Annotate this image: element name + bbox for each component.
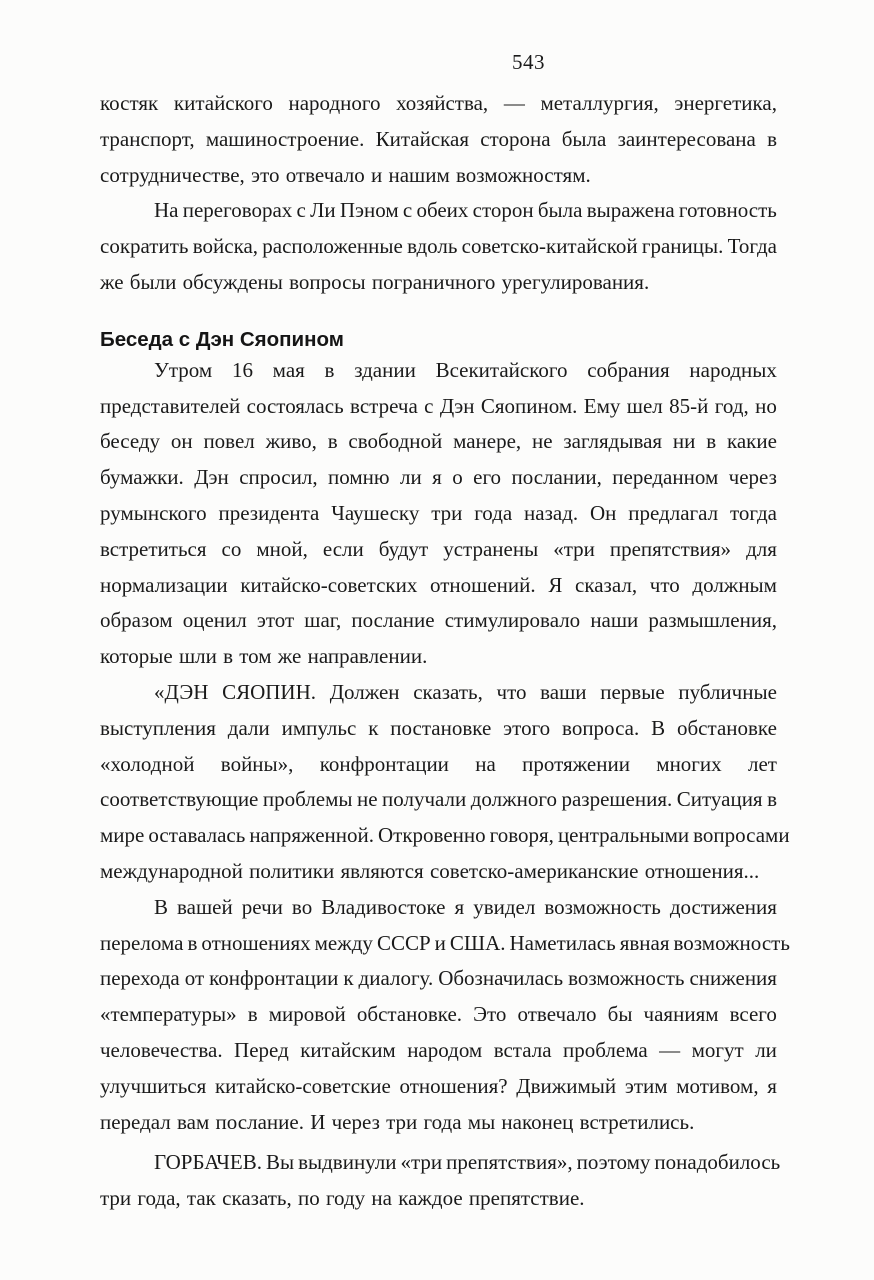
word: вдоль xyxy=(407,234,458,259)
word: обстановке xyxy=(677,715,777,740)
word: повел xyxy=(203,429,255,454)
word: возможность xyxy=(544,894,661,919)
word: сторона xyxy=(480,126,551,151)
word: образом xyxy=(100,608,173,633)
word: перехода xyxy=(100,966,180,991)
word: протяжении xyxy=(522,751,630,776)
word: заглядывая xyxy=(563,429,663,454)
word: о xyxy=(452,465,463,490)
word: китайского xyxy=(173,91,273,115)
word: металлургия, xyxy=(540,91,659,115)
word: Всекитайского xyxy=(435,357,568,382)
word: с xyxy=(296,198,306,223)
word: оставалась xyxy=(148,823,246,848)
word: этот xyxy=(256,608,295,633)
word: если xyxy=(322,536,364,561)
word: Владивостоке xyxy=(321,894,446,919)
text-line xyxy=(100,389,777,425)
text-line xyxy=(100,603,777,639)
word: к xyxy=(368,715,379,740)
word: мотивом, xyxy=(676,1073,759,1098)
word: ГОРБАЧЕВ. xyxy=(154,1150,262,1175)
word: мировой xyxy=(268,1002,346,1027)
word: и xyxy=(434,930,446,955)
word: вопроса. xyxy=(562,715,640,740)
word: отношений. xyxy=(430,572,536,597)
word: бы xyxy=(607,1002,633,1027)
word: спросил, xyxy=(239,465,318,490)
word: я xyxy=(454,894,465,919)
text-line xyxy=(100,229,777,265)
text-line: которые шли в том же направлении. xyxy=(100,644,428,669)
word: «температуры» xyxy=(100,1002,237,1027)
word: получали xyxy=(382,787,467,812)
word: Дэн xyxy=(194,465,229,490)
word: возможность xyxy=(568,966,685,991)
word: со xyxy=(221,536,242,561)
word: китайско-советские xyxy=(214,1073,391,1098)
word: Китайская xyxy=(375,126,470,151)
word: препятствия» xyxy=(609,536,732,561)
word: через xyxy=(728,465,777,490)
word: года xyxy=(474,500,513,525)
word: с xyxy=(402,198,413,223)
word: на xyxy=(475,751,496,776)
word: должного xyxy=(470,787,557,812)
word: готовность xyxy=(678,198,777,223)
word: На xyxy=(154,198,179,223)
word: ли xyxy=(755,1037,777,1062)
word: обеих xyxy=(416,198,469,223)
word: дали xyxy=(227,715,270,740)
word: год, xyxy=(714,393,749,418)
word: «ДЭН xyxy=(154,679,209,704)
word: этим xyxy=(624,1073,668,1098)
word: между xyxy=(314,930,373,955)
word: улучшиться xyxy=(100,1073,207,1098)
word: народных xyxy=(689,357,777,382)
word: увидел xyxy=(473,894,536,919)
word: импульс xyxy=(281,715,357,740)
text-line xyxy=(100,997,777,1033)
word: 85-й xyxy=(669,393,709,418)
word: «холодной xyxy=(100,751,195,776)
word: поэтому xyxy=(576,1150,651,1175)
section-heading: Беседа с Дэн Сяопином xyxy=(100,327,344,351)
word: не xyxy=(356,787,378,812)
word: Наметилась xyxy=(509,930,616,955)
word: напряженной. xyxy=(249,823,375,848)
word: понадобилось xyxy=(654,1150,781,1175)
word: собрания xyxy=(587,357,670,382)
paragraph xyxy=(100,890,790,1141)
page-number: 543 xyxy=(512,50,545,74)
word: СЯОПИН. xyxy=(222,679,317,704)
word: к xyxy=(343,966,354,991)
word: я xyxy=(432,465,442,490)
word: послание xyxy=(351,608,435,633)
word: СССР xyxy=(376,930,431,955)
word: он xyxy=(170,429,193,454)
word: встреча xyxy=(350,393,418,418)
word: ваши xyxy=(540,679,587,704)
word: наши xyxy=(590,608,639,633)
text-line xyxy=(100,1145,781,1181)
word: конфронтации xyxy=(319,751,449,776)
word: Должен xyxy=(329,679,400,704)
word: Чаушеску xyxy=(331,500,420,525)
word: речи xyxy=(241,894,283,919)
word: Движимый xyxy=(516,1073,617,1098)
word: шел xyxy=(626,393,663,418)
word: — xyxy=(659,1037,681,1062)
word: какие xyxy=(726,429,777,454)
text-line xyxy=(100,568,777,604)
word: будут xyxy=(378,536,429,561)
word: должным xyxy=(692,572,777,597)
paragraph xyxy=(100,1145,781,1217)
word: в xyxy=(324,357,335,382)
word: проблема xyxy=(563,1037,648,1062)
word: румынского xyxy=(100,500,207,525)
text-line: сотрудничестве, это отвечало и нашим возможностям. xyxy=(100,162,591,187)
word: снижения xyxy=(689,966,777,991)
word: сказать, xyxy=(413,679,483,704)
word: чаяниям xyxy=(643,1002,719,1027)
word: сторон xyxy=(472,198,534,223)
word: народного xyxy=(288,91,381,115)
word: что xyxy=(496,679,527,704)
word: энергетика, xyxy=(674,91,777,115)
word: назад. xyxy=(524,500,579,525)
word: Ситуация xyxy=(676,787,763,812)
paragraph xyxy=(100,353,777,675)
word: Я xyxy=(548,572,563,597)
word: — xyxy=(503,91,525,115)
text-line xyxy=(100,496,777,532)
text-line xyxy=(100,818,790,854)
word: мной, xyxy=(256,536,308,561)
word: выступления xyxy=(100,715,216,740)
word: первые xyxy=(600,679,665,704)
word: стимулировало xyxy=(444,608,581,633)
word: ни xyxy=(672,429,696,454)
word: Ли xyxy=(310,198,336,223)
text-line: передал вам послание. И через три года мы наконец встретились. xyxy=(100,1109,695,1134)
word: заинтересована xyxy=(617,126,756,151)
word: «три xyxy=(400,1150,443,1175)
word: встала xyxy=(493,1037,552,1062)
word: в xyxy=(187,930,198,955)
word: Ему xyxy=(583,393,621,418)
word: живо, xyxy=(265,429,317,454)
word: свободной xyxy=(348,429,443,454)
word: публичные xyxy=(678,679,777,704)
word: китайским xyxy=(300,1037,396,1062)
word: отвечало xyxy=(517,1002,597,1027)
word: обстановке. xyxy=(356,1002,463,1027)
word: переговорах xyxy=(182,198,293,223)
word: США. xyxy=(449,930,506,955)
word: предлагал xyxy=(628,500,719,525)
word: Сяопином. xyxy=(480,393,578,418)
word: с xyxy=(424,393,434,418)
word: Утром xyxy=(154,357,213,382)
word: постановке xyxy=(390,715,492,740)
word: бумажки. xyxy=(100,465,184,490)
word: мая xyxy=(272,357,305,382)
text-line xyxy=(100,122,777,158)
word: советско-китайской xyxy=(461,234,638,259)
word: мире xyxy=(100,823,145,848)
word: тогда xyxy=(729,500,777,525)
word: границы. xyxy=(641,234,724,259)
word: Вы xyxy=(265,1150,295,1175)
text-line: же были обсуждены вопросы пограничного урегулирования. xyxy=(100,269,650,294)
word: расположенные xyxy=(262,234,403,259)
text-line xyxy=(100,782,777,818)
text-line xyxy=(100,961,777,997)
word: возможность xyxy=(673,930,790,955)
text-line xyxy=(100,86,777,122)
word: этого xyxy=(503,715,551,740)
word: его xyxy=(473,465,502,490)
word: послании, xyxy=(511,465,602,490)
word: устранены xyxy=(443,536,539,561)
paragraph xyxy=(100,675,790,890)
word: В xyxy=(651,715,666,740)
word: проблемы xyxy=(262,787,353,812)
text-line xyxy=(100,532,777,568)
word: в xyxy=(767,126,777,151)
text-line: международной политики являются советско-американские отношения... xyxy=(100,858,760,883)
word: хозяйства, xyxy=(396,91,489,115)
word: конфронтации xyxy=(209,966,339,991)
word: три xyxy=(431,500,463,525)
text-line xyxy=(100,1033,777,1069)
word: костяк xyxy=(100,91,159,115)
word: сократить xyxy=(100,234,189,259)
word: во xyxy=(291,894,313,919)
word: была xyxy=(561,126,607,151)
word: В xyxy=(154,894,169,919)
word: разрешения. xyxy=(561,787,673,812)
word: в xyxy=(767,787,777,812)
word: человечества. xyxy=(100,1037,223,1062)
word: явная xyxy=(619,930,670,955)
word: но xyxy=(755,393,777,418)
word: для xyxy=(746,536,777,561)
text-line xyxy=(100,747,777,783)
word: состоялась xyxy=(246,393,344,418)
text-line xyxy=(100,1069,777,1105)
page-content xyxy=(100,86,790,1217)
word: здании xyxy=(354,357,416,382)
word: выражена xyxy=(586,198,675,223)
text-line xyxy=(100,193,777,229)
word: от xyxy=(184,966,205,991)
word: была xyxy=(537,198,583,223)
word: Обозначилась xyxy=(438,966,564,991)
word: «три xyxy=(553,536,595,561)
text-line xyxy=(100,926,790,962)
word: отношениях xyxy=(201,930,311,955)
word: отношения? xyxy=(399,1073,508,1098)
word: что xyxy=(649,572,680,597)
word: Он xyxy=(590,500,617,525)
word: беседу xyxy=(100,429,161,454)
word: в xyxy=(706,429,717,454)
paragraph xyxy=(100,86,777,193)
word: всего xyxy=(729,1002,777,1027)
word: вашей xyxy=(177,894,233,919)
word: в xyxy=(327,429,338,454)
word: могут xyxy=(691,1037,744,1062)
text-line xyxy=(100,353,777,389)
word: народом xyxy=(407,1037,483,1062)
word: препятствия», xyxy=(446,1150,573,1175)
text-line xyxy=(100,890,777,926)
word: вопросами xyxy=(693,823,790,848)
word: Тогда xyxy=(727,234,777,259)
word: транспорт, xyxy=(100,126,195,151)
word: представителей xyxy=(100,393,241,418)
word: центральными xyxy=(557,823,690,848)
word: войны», xyxy=(220,751,294,776)
text-line xyxy=(100,711,777,747)
word: встретиться xyxy=(100,536,207,561)
word: сказал, xyxy=(575,572,638,597)
word: лет xyxy=(748,751,777,776)
word: войска, xyxy=(192,234,259,259)
text-line xyxy=(100,460,777,496)
text-line: три года, так сказать, по году на каждое препятствие. xyxy=(100,1186,585,1211)
word: Откровенно xyxy=(378,823,486,848)
word: Это xyxy=(473,1002,507,1027)
word: помню xyxy=(328,465,390,490)
text-line xyxy=(100,675,777,711)
word: размышления, xyxy=(648,608,777,633)
word: в xyxy=(247,1002,258,1027)
word: Перед xyxy=(234,1037,289,1062)
word: многих xyxy=(656,751,722,776)
word: Дэн xyxy=(439,393,475,418)
word: ли xyxy=(399,465,422,490)
word: достижения xyxy=(669,894,777,919)
word: говоря, xyxy=(489,823,554,848)
word: президента xyxy=(218,500,320,525)
word: шаг, xyxy=(304,608,342,633)
word: не xyxy=(532,429,553,454)
text-line xyxy=(100,424,777,460)
word: выдвинули xyxy=(298,1150,397,1175)
word: Пэном xyxy=(339,198,399,223)
word: нормализации xyxy=(100,572,228,597)
word: оценил xyxy=(182,608,247,633)
word: манере, xyxy=(453,429,522,454)
word: соответствующие xyxy=(100,787,259,812)
word: я xyxy=(767,1073,777,1098)
word: перелома xyxy=(100,930,184,955)
word: китайско-советских xyxy=(240,572,418,597)
word: 16 xyxy=(231,357,253,382)
word: диалогу. xyxy=(358,966,434,991)
word: переданном xyxy=(612,465,719,490)
paragraph xyxy=(100,193,777,300)
word: машиностроение. xyxy=(205,126,365,151)
